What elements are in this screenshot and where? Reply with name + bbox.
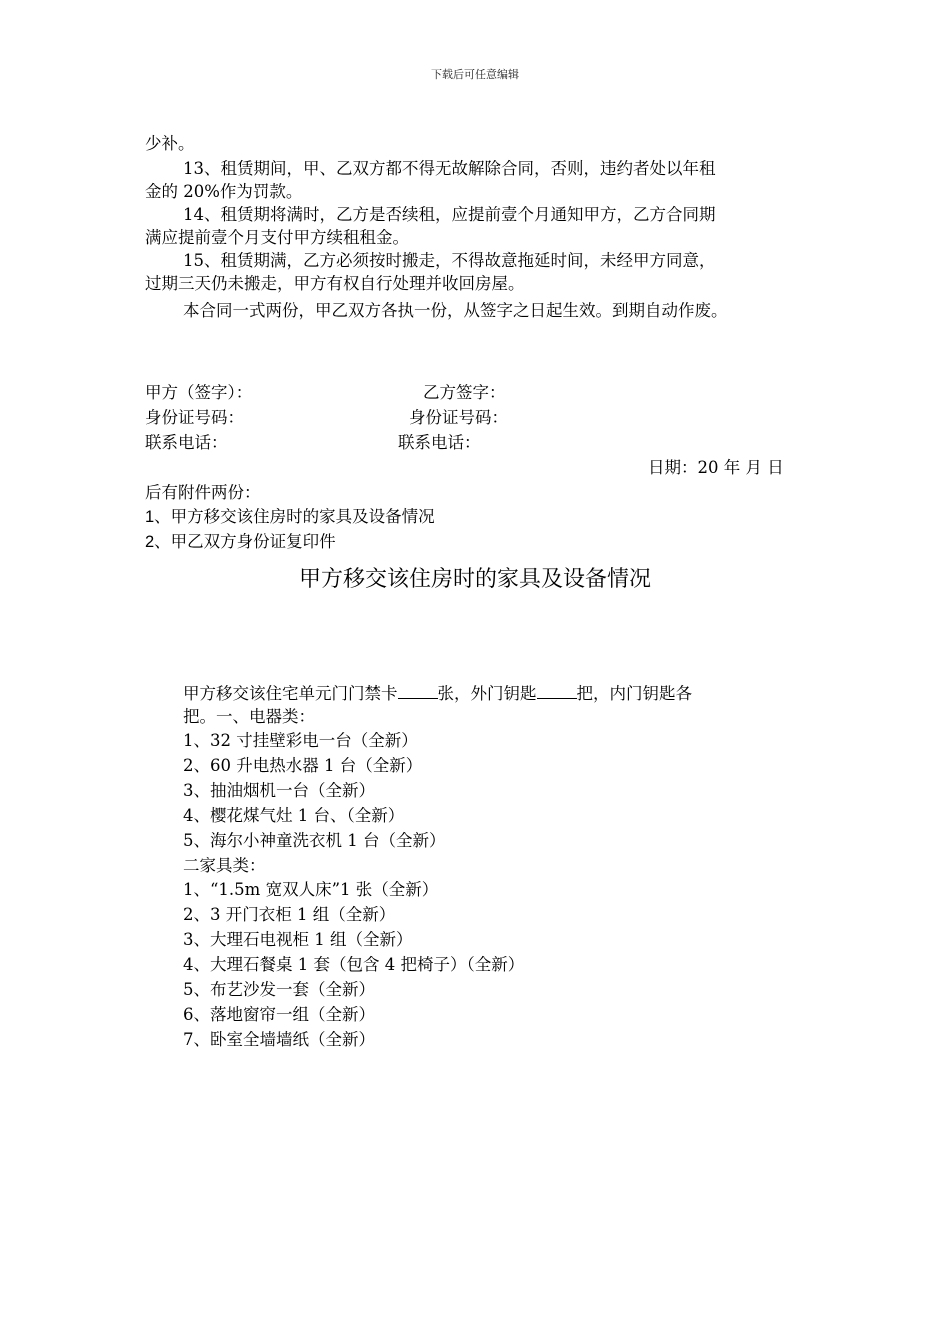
keys-line-2: 把。一、电器类： bbox=[183, 707, 315, 726]
attachment-item-2: 2、甲乙双方身份证复印件 bbox=[145, 533, 336, 551]
appliance-item: 4、樱花煤气灶 1 台、（全新） bbox=[183, 806, 405, 825]
clause-15-line-1: 15、租赁期满，乙方必须按时搬走，不得故意拖延时间，未经甲方同意， bbox=[183, 251, 716, 270]
keys-line-1-part-a: 甲方移交该住宅单元门门禁卡 bbox=[183, 684, 398, 703]
appliance-item: 2、60 升电热水器 1 台（全新） bbox=[183, 756, 423, 775]
furniture-item: 3、大理石电视柜 1 组（全新） bbox=[183, 930, 413, 949]
keys-line-1-part-b: 张，外门钥匙 bbox=[437, 684, 537, 703]
clause-13-line-2: 金的 20%作为罚款。 bbox=[145, 182, 303, 201]
furniture-item: 5、布艺沙发一套（全新） bbox=[183, 980, 375, 999]
furniture-item: 1、“1.5m 宽双人床”1 张（全新） bbox=[183, 880, 439, 899]
appliance-item: 5、海尔小神童洗衣机 1 台（全新） bbox=[183, 831, 446, 850]
furniture-item: 4、大理石餐桌 1 套（包含 4 把椅子）（全新） bbox=[183, 955, 525, 974]
attachments-intro: 后有附件两份： bbox=[145, 483, 261, 502]
furniture-item: 6、落地窗帘一组（全新） bbox=[183, 1005, 375, 1024]
inventory-title: 甲方移交该住房时的家具及设备情况 bbox=[298, 567, 651, 592]
party-b-phone-label: 联系电话： bbox=[398, 433, 481, 452]
clause-14-line-1: 14、租赁期将满时，乙方是否续租，应提前壹个月通知甲方，乙方合同期 bbox=[183, 205, 716, 224]
signing-date: 日期：20 年 月 日 bbox=[648, 458, 784, 477]
party-a-id-label: 身份证号码： bbox=[145, 408, 244, 427]
clause-15-line-2: 过期三天仍未搬走，甲方有权自行处理并收回房屋。 bbox=[145, 274, 525, 293]
outer-key-count-blank bbox=[537, 683, 577, 699]
closing-statement: 本合同一式两份，甲乙双方各执一份，从签字之日起生效。到期自动作废。 bbox=[183, 301, 728, 320]
keys-line-1-part-c: 把，内门钥匙各 bbox=[576, 684, 692, 703]
furniture-heading: 二家具类： bbox=[183, 856, 266, 875]
party-b-id-label: 身份证号码： bbox=[409, 408, 508, 427]
clause-12-tail: 少补。 bbox=[145, 134, 195, 153]
furniture-item: 7、卧室全墙墙纸（全新） bbox=[183, 1030, 375, 1049]
header-note: 下载后可任意编辑 bbox=[431, 68, 519, 81]
clause-13-line-1: 13、租赁期间，甲、乙双方都不得无故解除合同，否则，违约者处以年租 bbox=[183, 159, 716, 178]
attachment-item-1: 1、甲方移交该住房时的家具及设备情况 bbox=[145, 508, 435, 526]
clause-14-line-2: 满应提前壹个月支付甲方续租租金。 bbox=[145, 228, 409, 247]
furniture-item: 2、3 开门衣柜 1 组（全新） bbox=[183, 905, 396, 924]
access-card-count-blank bbox=[398, 683, 438, 699]
party-a-phone-label: 联系电话： bbox=[145, 433, 228, 452]
appliance-item: 1、32 寸挂壁彩电一台（全新） bbox=[183, 731, 418, 750]
party-a-sign-label: 甲方（签字）： bbox=[145, 383, 253, 402]
keys-line-1 bbox=[183, 683, 692, 704]
party-b-sign-label: 乙方签字： bbox=[423, 383, 506, 402]
appliance-item: 3、抽油烟机一台（全新） bbox=[183, 781, 375, 800]
